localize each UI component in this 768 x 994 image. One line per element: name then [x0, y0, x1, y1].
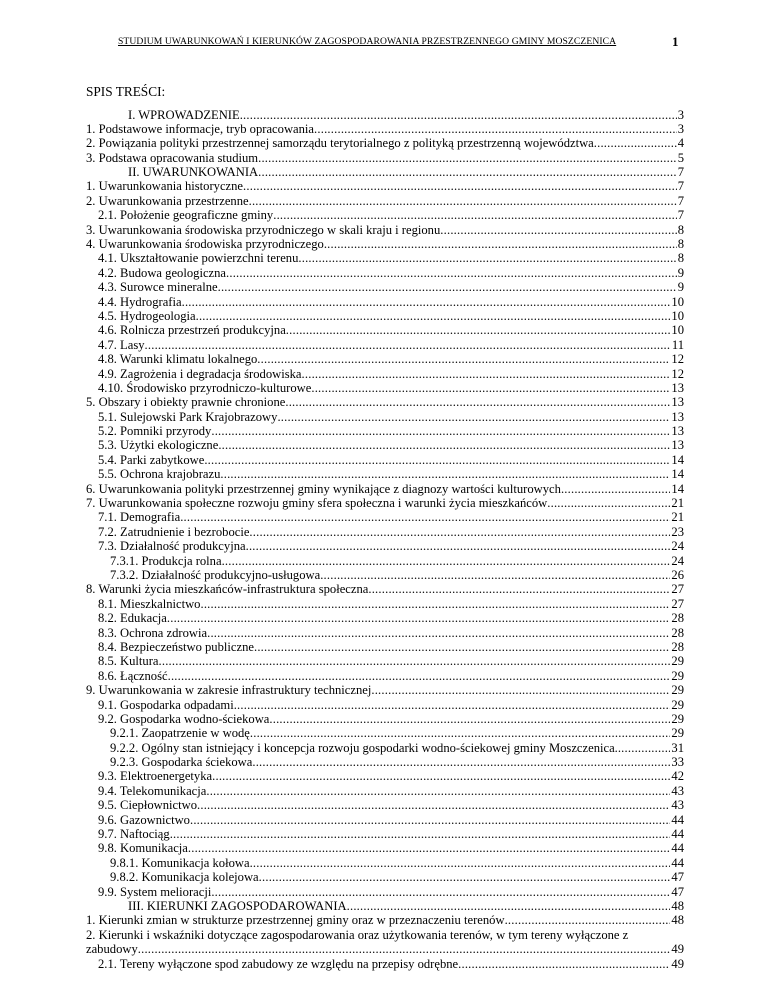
toc-entry-page: 29	[671, 711, 684, 726]
toc-entry-label: 7. Uwarunkowania społeczne rozwoju gminy sfera społeczna i warunki życia mieszkańców	[86, 496, 548, 511]
toc-entry-row[interactable]	[86, 208, 684, 222]
toc-entry-page: 21	[671, 510, 684, 525]
toc-entry-page: 3	[677, 121, 684, 136]
toc-entry-label: 4.7. Lasy	[98, 337, 145, 352]
toc-entry-label: 4. Uwarunkowania środowiska przyrodniczego	[86, 237, 324, 252]
toc-entry-label: 9.2. Gospodarka wodno-ściekowa	[98, 711, 270, 726]
toc-entry-label: 4.10. Środowisko przyrodniczo-kulturowe	[98, 380, 312, 395]
toc-entry-label: II. UWARUNKOWANIA	[128, 165, 259, 180]
toc-entry-page: 8	[677, 222, 684, 237]
toc-dot-leader	[505, 913, 671, 927]
toc-dot-leader	[220, 467, 670, 481]
toc-entry-row[interactable]	[86, 323, 684, 337]
toc-entry-page: 29	[671, 654, 684, 669]
toc-entry-page: 7	[677, 165, 684, 180]
toc-entry-row[interactable]	[86, 654, 684, 668]
toc-entry-page: 11	[671, 337, 684, 352]
toc-dot-leader	[249, 194, 677, 208]
page-number: 1	[672, 34, 679, 49]
toc-entry-label: 9.4. Telekomunikacja	[98, 783, 207, 798]
toc-entry-page: 21	[671, 496, 684, 511]
toc-entry-row[interactable]	[86, 352, 684, 366]
toc-section-row[interactable]	[86, 899, 684, 913]
toc-dot-leader	[311, 381, 670, 395]
toc-entry-row[interactable]	[86, 482, 684, 496]
toc-entry-row[interactable]	[86, 755, 684, 769]
toc-entry-label: I. WPROWADZENIE	[128, 107, 240, 122]
toc-dot-leader	[211, 424, 670, 438]
toc-entry-label: 2. Kierunki i wskaźniki dotyczące zagospodarowania oraz użytkowania terenów, w tym tereny wyłączone z	[86, 927, 629, 942]
toc-entry-label: 3. Uwarunkowania środowiska przyrodniczego w skali kraju i regionu	[86, 222, 441, 237]
toc-entry-row[interactable]	[86, 942, 684, 956]
toc-dot-leader	[197, 798, 670, 812]
toc-entry-label: 8.1. Mieszkalnictwo	[98, 596, 201, 611]
toc-entry-label: 7.3.2. Działalność produkcyjno-usługowa	[110, 568, 321, 582]
toc-entry-label: 9.9. System melioracji	[98, 884, 212, 899]
toc-dot-leader	[196, 309, 671, 323]
toc-entry-row[interactable]	[86, 467, 684, 481]
toc-dot-leader	[368, 582, 670, 596]
toc-entry-page: 9	[677, 280, 684, 295]
toc-dot-leader	[222, 554, 671, 568]
toc-entry-page: 28	[671, 639, 684, 654]
toc-entry-row[interactable]	[86, 539, 684, 553]
toc-dot-leader	[324, 237, 677, 251]
toc-entry-page: 26	[671, 568, 684, 582]
toc-dot-leader	[347, 899, 671, 913]
toc-entry-label: 4.4. Hydrografia	[98, 294, 182, 309]
table-of-contents	[86, 108, 684, 971]
toc-entry-row[interactable]	[86, 568, 684, 582]
toc-entry-page: 33	[671, 755, 684, 770]
toc-entry-label: 9.8.2. Komunikacja kolejowa	[110, 870, 259, 885]
toc-entry-row[interactable]	[86, 266, 684, 280]
toc-entry-row[interactable]	[86, 367, 684, 381]
toc-entry-label: 9.2.3. Gospodarka ściekowa	[110, 755, 253, 770]
toc-dot-leader	[302, 367, 671, 381]
toc-entry-page: 13	[671, 409, 684, 424]
toc-entry-row[interactable]	[86, 194, 684, 208]
toc-entry-page: 48	[671, 913, 684, 928]
toc-entry-page: 24	[671, 553, 684, 568]
toc-entry-label: 9.6. Gazownictwo	[98, 812, 190, 827]
toc-entry-label: 5.5. Ochrona krajobrazu	[98, 467, 221, 482]
toc-entry-page: 44	[671, 855, 684, 870]
toc-heading: SPIS TREŚCI:	[86, 84, 166, 99]
toc-entry-label: 1. Kierunki zmian w strukturze przestrzennej gminy oraz w przeznaczeniu terenów	[86, 913, 505, 928]
toc-entry-page: 29	[671, 668, 684, 683]
toc-entry-label: 9.8.1. Komunikacja kołowa	[110, 855, 250, 870]
toc-entry-row[interactable]	[86, 611, 684, 625]
toc-entry-row[interactable]	[86, 395, 684, 409]
toc-entry-page: 28	[671, 625, 684, 640]
toc-entry-row[interactable]	[86, 640, 684, 654]
toc-entry-page: 29	[671, 726, 684, 741]
toc-entry-row[interactable]	[86, 856, 684, 870]
toc-entry-row[interactable]	[86, 151, 684, 165]
toc-dot-leader	[212, 769, 670, 783]
toc-dot-leader	[618, 741, 671, 755]
toc-entry-row[interactable]	[86, 453, 684, 467]
toc-entry-row[interactable]	[86, 784, 684, 798]
toc-entry-page: 8	[677, 237, 684, 252]
toc-entry-label: 4.6. Rolnicza przestrzeń produkcyjna	[98, 323, 286, 338]
toc-entry-row[interactable]	[86, 554, 684, 568]
toc-entry-row[interactable]	[86, 251, 684, 265]
toc-entry-page: 43	[671, 798, 684, 813]
toc-entry-page: 7	[677, 179, 684, 194]
toc-entry-row[interactable]	[86, 582, 684, 596]
header-title: STUDIUM UWARUNKOWAŃ I KIERUNKÓW ZAGOSPODAROWANIA PRZESTRZENNEGO GMINY MOSZCZENICA	[118, 36, 617, 47]
toc-entry-page: 4	[677, 136, 684, 151]
toc-entry-page: 7	[677, 208, 684, 223]
toc-entry-row[interactable]	[86, 597, 684, 611]
toc-entry-row[interactable]	[86, 510, 684, 524]
toc-entry-row[interactable]	[86, 913, 684, 927]
toc-entry-page: 27	[671, 596, 684, 611]
toc-entry-page: 44	[671, 841, 684, 856]
toc-entry-row[interactable]	[86, 712, 684, 726]
toc-entry-page: 9	[677, 265, 684, 280]
toc-dot-leader	[200, 597, 670, 611]
toc-dot-leader	[440, 223, 676, 237]
toc-dot-leader	[314, 122, 677, 136]
toc-entry-page: 27	[671, 582, 684, 597]
toc-dot-leader	[180, 510, 670, 524]
toc-dot-leader	[298, 251, 676, 265]
toc-dot-leader	[211, 885, 670, 899]
toc-entry-row[interactable]	[86, 179, 684, 193]
toc-entry-label: 8.4. Bezpieczeństwo publiczne	[98, 639, 254, 654]
toc-entry-label: 9.2.2. Ogólny stan istniejący i koncepcja rozwoju gospodarki wodno-ściekowej gminy Moszczenica.	[110, 740, 618, 755]
toc-entry-page: 3	[677, 107, 684, 122]
toc-entry-page: 49	[671, 956, 684, 971]
toc-dot-leader	[190, 813, 670, 827]
toc-entry-label: 8. Warunki życia mieszkańców-infrastruktura społeczna	[86, 582, 369, 597]
toc-dot-leader	[258, 165, 677, 179]
toc-dot-leader	[458, 957, 670, 971]
toc-entry-row[interactable]	[86, 381, 684, 395]
toc-dot-leader	[168, 669, 671, 683]
toc-entry-label: 5.4. Parki zabytkowe	[98, 452, 205, 467]
toc-dot-leader	[594, 136, 677, 150]
toc-entry-page: 47	[671, 884, 684, 899]
toc-entry-label: 4.3. Surowce mineralne	[98, 280, 218, 295]
toc-entry-page: 14	[671, 452, 684, 467]
toc-entry-label: 2.1. Tereny wyłączone spod zabudowy ze względu na przepisy odrębne	[98, 956, 459, 971]
toc-entry-page: 8	[677, 251, 684, 266]
toc-entry-label: 8.3. Ochrona zdrowia	[98, 625, 208, 640]
toc-section-row[interactable]	[86, 165, 684, 179]
toc-entry-label: 3. Podstawa opracowania studium	[86, 150, 259, 165]
toc-dot-leader	[286, 323, 671, 337]
toc-dot-leader	[243, 179, 677, 193]
running-header	[118, 36, 662, 47]
toc-entry-page: 31	[671, 740, 684, 755]
toc-entry-label: 7.3.1. Produkcja rolna	[110, 553, 222, 568]
toc-section-row[interactable]	[86, 108, 684, 122]
toc-dot-leader	[182, 295, 671, 309]
toc-entry-label: 7.3. Działalność produkcyjna	[98, 539, 246, 554]
toc-entry-page: 10	[671, 308, 684, 323]
toc-dot-leader	[206, 784, 670, 798]
toc-entry-label: 8.5. Kultura	[98, 654, 159, 669]
toc-entry-page: 49	[671, 942, 684, 957]
toc-entry-label: 2. Uwarunkowania przestrzenne	[86, 193, 249, 208]
toc-entry-label: 4.8. Warunki klimatu lokalnego	[98, 352, 258, 367]
toc-entry-row[interactable]	[86, 295, 684, 309]
toc-dot-leader	[218, 438, 670, 452]
toc-dot-leader	[240, 108, 677, 122]
toc-dot-leader	[250, 856, 671, 870]
toc-entry-row[interactable]	[86, 438, 684, 452]
toc-entry-row[interactable]	[86, 309, 684, 323]
toc-dot-leader	[257, 352, 670, 366]
toc-entry-row[interactable]	[86, 870, 684, 884]
toc-entry-label: 9.7. Naftociąg	[98, 827, 170, 842]
toc-dot-leader	[273, 208, 676, 222]
toc-entry-row[interactable]	[86, 525, 684, 539]
toc-entry-label: 5.3. Użytki ekologiczne	[98, 438, 219, 453]
toc-dot-leader	[561, 482, 670, 496]
toc-entry-label: 9.3. Elektroenergetyka	[98, 769, 213, 784]
toc-entry-label: 9. Uwarunkowania w zakresie infrastruktury technicznej	[86, 683, 372, 698]
toc-entry-row[interactable]	[86, 410, 684, 424]
toc-dot-leader	[252, 755, 670, 769]
toc-dot-leader	[234, 698, 671, 712]
toc-dot-leader	[159, 654, 671, 668]
toc-entry-row[interactable]	[86, 798, 684, 812]
toc-entry-row[interactable]	[86, 626, 684, 640]
toc-entry-label: 5.2. Pomniki przyrody	[98, 424, 212, 439]
toc-dot-leader	[547, 496, 670, 510]
toc-dot-leader	[320, 568, 670, 582]
toc-entry-page: 10	[671, 294, 684, 309]
toc-entry-page: 44	[671, 812, 684, 827]
toc-entry-page: 29	[671, 697, 684, 712]
toc-dot-leader	[207, 626, 670, 640]
toc-entry-row[interactable]	[86, 136, 684, 150]
toc-entry-label: 1. Uwarunkowania historyczne	[86, 179, 244, 194]
toc-entry-label: 7.1. Demografia	[98, 510, 181, 525]
toc-entry-label: 1. Podstawowe informacje, tryb opracowania	[86, 121, 315, 136]
toc-entry-row[interactable]	[86, 726, 684, 740]
toc-entry-page: 13	[671, 424, 684, 439]
toc-dot-leader	[246, 539, 671, 553]
toc-dot-leader	[218, 280, 677, 294]
toc-entry-row[interactable]	[86, 122, 684, 136]
toc-entry-page: 43	[671, 783, 684, 798]
toc-entry-page: 12	[671, 366, 684, 381]
toc-entry-page: 47	[671, 870, 684, 885]
toc-entry-label: 2.1. Położenie geograficzne gminy	[98, 208, 274, 223]
toc-dot-leader	[285, 395, 670, 409]
toc-entry-label: 6. Uwarunkowania polityki przestrzennej gminy wynikające z diagnozy wartości kulturowych	[86, 481, 561, 496]
toc-entry-label: 4.5. Hydrogeologia	[98, 308, 196, 323]
toc-entry-row[interactable]	[86, 841, 684, 855]
toc-entry-label: 9.8. Komunikacja	[98, 841, 188, 856]
toc-entry-page: 42	[671, 769, 684, 784]
toc-entry-label: 7.2. Zatrudnienie i bezrobocie	[98, 524, 250, 539]
toc-entry-row[interactable]	[86, 496, 684, 510]
toc-entry-label: 9.5. Ciepłownictwo	[98, 798, 197, 813]
toc-dot-leader	[249, 525, 670, 539]
toc-dot-leader	[145, 338, 671, 352]
toc-dot-leader	[250, 726, 671, 740]
toc-entry-label: 4.9. Zagrożenia i degradacja środowiska	[98, 366, 302, 381]
toc-entry-page: 13	[671, 395, 684, 410]
toc-dot-leader	[204, 453, 670, 467]
toc-entry-row[interactable]	[86, 223, 684, 237]
toc-entry-label: 5. Obszary i obiekty prawnie chronione	[86, 395, 286, 410]
toc-dot-leader	[188, 841, 671, 855]
toc-dot-leader	[371, 683, 670, 697]
toc-entry-row[interactable]	[86, 827, 684, 841]
toc-entry-page: 14	[671, 467, 684, 482]
toc-entry-row[interactable]	[86, 698, 684, 712]
toc-dot-leader	[258, 151, 677, 165]
toc-entry-row[interactable]	[86, 813, 684, 827]
toc-entry-page: 48	[671, 898, 684, 913]
toc-entry-row[interactable]	[86, 769, 684, 783]
toc-entry-row[interactable]	[86, 280, 684, 294]
toc-dot-leader	[138, 942, 671, 956]
toc-entry-page: 14	[671, 481, 684, 496]
toc-entry-page: 13	[671, 380, 684, 395]
toc-entry-label: 9.1. Gospodarka odpadami	[98, 697, 234, 712]
toc-dot-leader	[167, 611, 671, 625]
toc-entry-page: 28	[671, 611, 684, 626]
toc-entry-row[interactable]	[86, 957, 684, 971]
toc-entry-row[interactable]	[86, 683, 684, 697]
toc-entry-page: 5	[677, 150, 684, 165]
toc-entry-page: 24	[671, 539, 684, 554]
toc-entry-row[interactable]	[86, 885, 684, 899]
toc-entry-label: 8.6. Łączność	[98, 668, 168, 683]
toc-entry-label: 4.2. Budowa geologiczna	[98, 265, 227, 280]
toc-entry-page: 10	[671, 323, 684, 338]
toc-entry-page: 29	[671, 683, 684, 698]
toc-entry-page: 12	[671, 352, 684, 367]
toc-entry-label: 8.2. Edukacja	[98, 611, 167, 626]
toc-entry-row[interactable]	[86, 741, 684, 755]
toc-entry-label: 5.1. Sulejowski Park Krajobrazowy	[98, 409, 278, 424]
toc-entry-row[interactable]	[86, 928, 684, 942]
toc-dot-leader	[259, 870, 671, 884]
toc-entry-page: 13	[671, 438, 684, 453]
toc-entry-label: zabudowy	[86, 942, 138, 957]
toc-entry-label: 2. Powiązania polityki przestrzennej samorządu terytorialnego z polityką przestrzenną województwa	[86, 136, 594, 151]
toc-entry-label: 4.1. Ukształtowanie powierzchni terenu	[98, 251, 299, 266]
toc-entry-row[interactable]	[86, 669, 684, 683]
toc-entry-page: 23	[671, 524, 684, 539]
toc-entry-row[interactable]	[86, 338, 684, 352]
toc-dot-leader	[226, 266, 677, 280]
toc-entry-row[interactable]	[86, 237, 684, 251]
toc-entry-label: 9.2.1. Zaopatrzenie w wodę	[110, 726, 250, 741]
toc-dot-leader	[277, 410, 670, 424]
toc-entry-page: 44	[671, 827, 684, 842]
toc-dot-leader	[254, 640, 670, 654]
toc-entry-row[interactable]	[86, 424, 684, 438]
toc-dot-leader	[170, 827, 671, 841]
toc-dot-leader	[269, 712, 670, 726]
toc-entry-label: III. KIERUNKI ZAGOSPODAROWANIA	[128, 898, 347, 913]
toc-entry-page: 7	[677, 193, 684, 208]
